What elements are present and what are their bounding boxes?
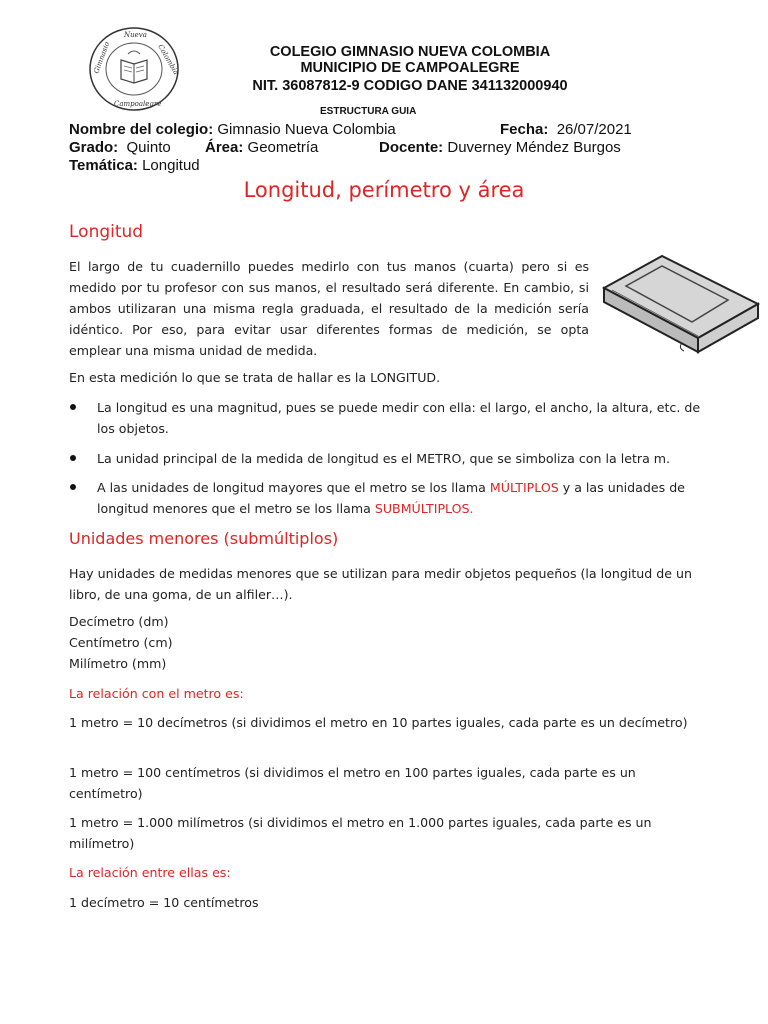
submultiplos-highlight: SUBMÚLTIPLOS. (374, 501, 474, 516)
school-field (69, 121, 396, 139)
unit-centimetro: Centímetro (cm) (69, 635, 173, 650)
grade-field (69, 139, 171, 157)
bullet-item (69, 477, 709, 519)
topic-field (69, 157, 200, 175)
bullet-item (69, 397, 709, 439)
area-label: Área: (205, 139, 244, 156)
school-name: COLEGIO GIMNASIO NUEVA COLOMBIA (269, 44, 551, 60)
relation-between-label: La relación entre ellas es: (69, 865, 231, 880)
topic-label: Temática: (69, 157, 138, 174)
page-title: Longitud, perímetro y área (243, 178, 525, 202)
bullet-text (97, 477, 709, 519)
bullet-item (69, 448, 709, 469)
equation-centimetros: 1 metro = 100 centímetros (si dividimos el metro en 100 partes iguales, cada parte es un centímetro) (69, 765, 636, 801)
svg-text:Nueva: Nueva (124, 31, 147, 39)
teacher-label: Docente: (379, 139, 444, 156)
area-field (205, 139, 318, 157)
equation-decimetros: 1 metro = 10 decímetros (si dividimos el metro en 10 partes iguales, cada parte es un decímetro) (69, 715, 688, 730)
municipality: MUNICIPIO DE CAMPOALEGRE (300, 60, 520, 76)
date-label: Fecha: (500, 121, 549, 138)
svg-text:Colombia: Colombia (156, 43, 180, 77)
school-label: Nombre del colegio: (69, 121, 214, 138)
date-value: 26/07/2021 (556, 121, 632, 138)
multiplos-highlight: MÚLTIPLOS (489, 480, 559, 495)
guide-label: ESTRUCTURA GUIA (320, 106, 417, 117)
bullet-text: La longitud es una magnitud, pues se puede medir con ella: el largo, el ancho, la altura, etc. de los objetos. (97, 400, 701, 436)
nit-code: NIT. 36087812-9 CODIGO DANE 341132000940 (252, 78, 568, 94)
grade-value: Quinto (126, 139, 171, 156)
equation-decimetro-centimetros: 1 decímetro = 10 centímetros (69, 895, 259, 910)
section-heading-longitud: Longitud (69, 222, 144, 242)
bullet3-part2: y a las unidades de longitud menores que el metro se los llama (97, 480, 685, 516)
svg-text:Campoalegre: Campoalegre (114, 100, 162, 108)
grade-label: Grado: (69, 139, 119, 156)
teacher-field (379, 139, 621, 157)
unit-decimetro: Decímetro (dm) (69, 614, 169, 629)
teacher-value: Duverney Méndez Burgos (447, 139, 621, 156)
relation-metro-label: La relación con el metro es: (69, 686, 244, 701)
school-value: Gimnasio Nueva Colombia (217, 121, 396, 138)
topic-value: Longitud (142, 157, 200, 174)
bullet-dot-icon (70, 404, 76, 410)
bullet3-part1: A las unidades de longitud mayores que el metro se los llama (97, 480, 490, 495)
equation-milimetros: 1 metro = 1.000 milímetros (si dividimos el metro en 1.000 partes iguales, cada parte es un milímetro) (69, 815, 652, 851)
bullet-dot-icon (70, 484, 76, 490)
svg-text:Gimnasio: Gimnasio (92, 40, 112, 75)
submultiples-intro: Hay unidades de medidas menores que se utilizan para medir objetos pequeños (la longitud de un libro, de una goma, de un alfiler…). (69, 566, 692, 602)
bullet-text: La unidad principal de la medida de longitud es el METRO, que se simboliza con la letra m. (97, 451, 671, 466)
section-heading-submultiplos: Unidades menores (submúltiplos) (69, 529, 339, 548)
bullet-dot-icon (70, 455, 76, 461)
date-field (500, 121, 632, 139)
school-seal (88, 26, 180, 112)
area-value: Geometría (247, 139, 319, 156)
intro-paragraph: El largo de tu cuadernillo puedes medirlo con tus manos (cuarta) pero si es medido por tu profesor con sus manos, el resultado será diferente. En cambio, si ambos utilizaran una misma regla graduada, el resultado de la medición sería idéntico. Por eso, para evitar usar diferentes formas de medición, se opta emplear una misma unidad de medida. (69, 259, 589, 358)
unit-milimetro: Milímetro (mm) (69, 656, 167, 671)
book-illustration (598, 250, 768, 360)
measure-sentence: En esta medición lo que se trata de hallar es la LONGITUD. (69, 370, 441, 385)
